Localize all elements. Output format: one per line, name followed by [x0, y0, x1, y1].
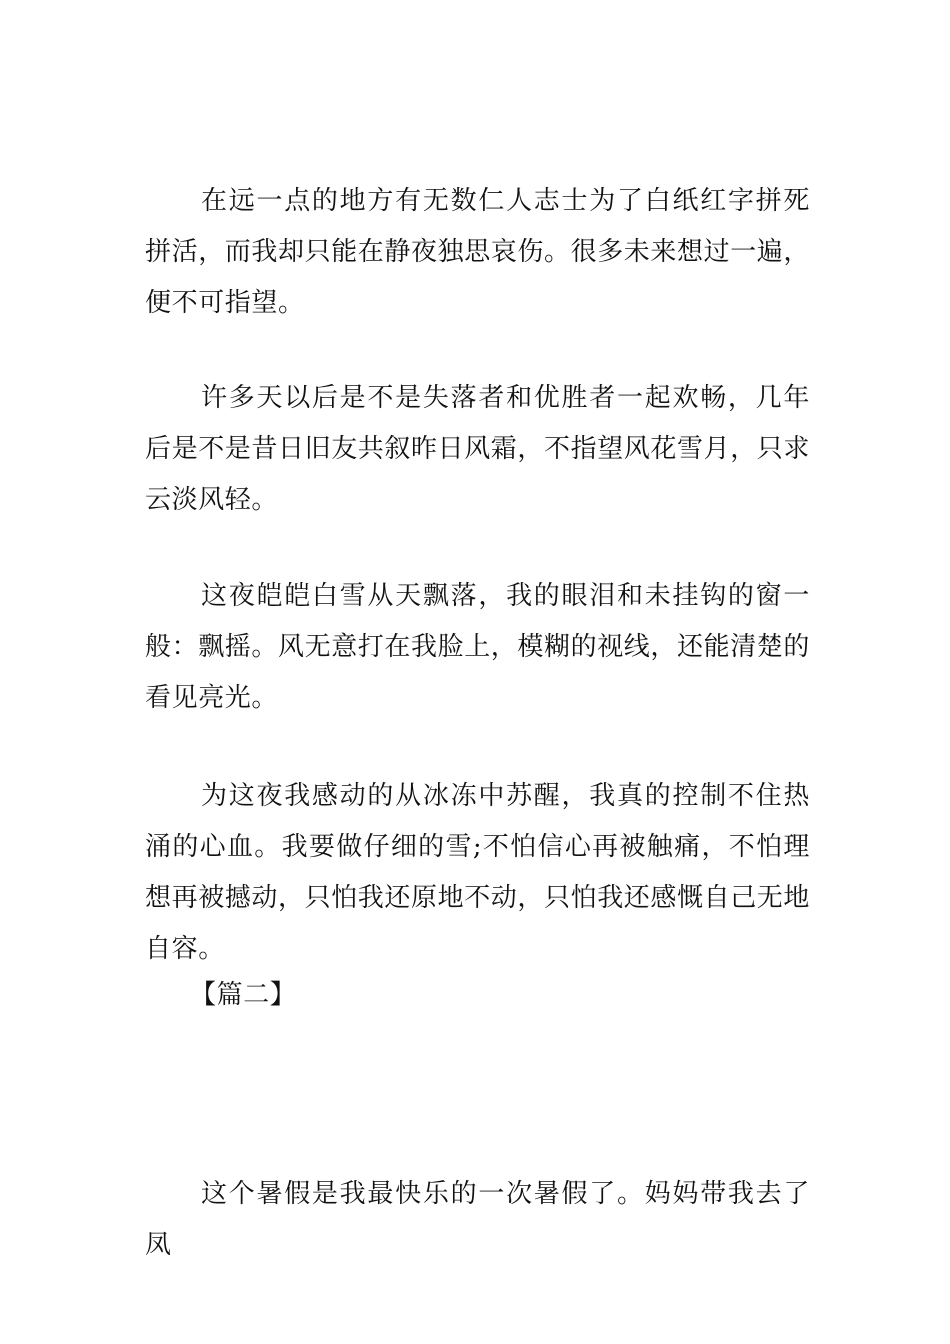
paragraph-1: 在远一点的地方有无数仁人志士为了白纸红字拼死拼活，而我却只能在静夜独思哀伤。很多未来想过一遍，便不可指望。 — [145, 186, 811, 318]
paragraph-5: 这个暑假是我最快乐的一次暑假了。妈妈带我去了凤 — [145, 1179, 810, 1260]
section-heading: 【篇二】 — [190, 980, 297, 1010]
paragraph-2: 许多天以后是不是失落者和优胜者一起欢畅，几年后是不是昔日旧友共叙昨日风霜，不指望风花雪月，只求云淡风轻。 — [145, 383, 811, 515]
paragraph-3: 这夜皑皑白雪从天飘落，我的眼泪和未挂钩的窗一般：飘摇。风无意打在我脸上，模糊的视线，还能清楚的看见亮光。 — [145, 581, 811, 713]
paragraph-4: 为这夜我感动的从冰冻中苏醒，我真的控制不住热涌的心血。我要做仔细的雪;不怕信心再被触痛，不怕理想再被撼动，只怕我还原地不动，只怕我还感慨自己无地自容。 — [145, 781, 811, 964]
